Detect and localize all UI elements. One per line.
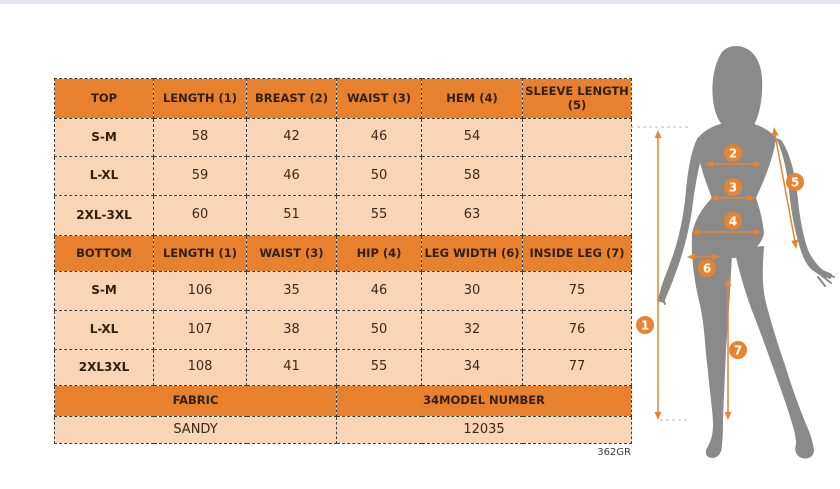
model-number-value: 12035 (337, 417, 632, 444)
col-header-waist-top: WAIST (3) (337, 79, 422, 119)
table-row (55, 272, 632, 311)
value-cell: 34 (422, 350, 523, 386)
arrow-5-head-top (772, 127, 779, 136)
value-cell: 41 (247, 350, 337, 386)
value-cell: 55 (337, 196, 422, 236)
col-header-inside-leg: INSIDE LEG (7) (523, 236, 632, 272)
col-header-length-bottom: LENGTH (1) (154, 236, 247, 272)
style-code-label: 362GR (597, 447, 631, 458)
value-cell-empty (523, 119, 632, 157)
value-cell: 50 (337, 311, 422, 350)
size-label: L-XL (55, 311, 154, 350)
value-cell-empty (523, 196, 632, 236)
top-accent-bar (0, 0, 840, 4)
table-row (55, 350, 632, 386)
measurement-figure (630, 20, 840, 485)
footer-value-row (55, 417, 632, 444)
size-label: L-XL (55, 157, 154, 196)
value-cell: 38 (247, 311, 337, 350)
table-row (55, 196, 632, 236)
value-cell: 51 (247, 196, 337, 236)
value-cell: 75 (523, 272, 632, 311)
value-cell: 35 (247, 272, 337, 311)
size-chart-table (54, 78, 632, 444)
col-header-hem: HEM (4) (422, 79, 523, 119)
value-cell: 77 (523, 350, 632, 386)
top-header-row (55, 79, 632, 119)
size-label: S-M (55, 119, 154, 157)
value-cell: 59 (154, 157, 247, 196)
col-header-hip: HIP (4) (337, 236, 422, 272)
value-cell-empty (523, 157, 632, 196)
value-cell: 106 (154, 272, 247, 311)
col-header-length-top: LENGTH (1) (154, 79, 247, 119)
table-row (55, 157, 632, 196)
value-cell: 46 (337, 272, 422, 311)
col-header-sleeve-length: SLEEVE LENGTH (5) (523, 79, 632, 119)
table-row (55, 119, 632, 157)
footer-header-row (55, 386, 632, 417)
marker-6-number: 6 (702, 261, 712, 276)
value-cell: 60 (154, 196, 247, 236)
size-label: 2XL3XL (55, 350, 154, 386)
value-cell: 50 (337, 157, 422, 196)
guide-lines (631, 127, 688, 420)
silhouette-right-arm (776, 138, 832, 279)
arrow-6-head-left (687, 254, 695, 261)
col-header-breast: BREAST (2) (247, 79, 337, 119)
col-header-bottom: BOTTOM (55, 236, 154, 272)
value-cell: 54 (422, 119, 523, 157)
col-header-top: TOP (55, 79, 154, 119)
marker-4-number: 4 (728, 214, 738, 229)
value-cell: 58 (154, 119, 247, 157)
value-cell: 58 (422, 157, 523, 196)
marker-7-number: 7 (733, 343, 743, 358)
table-row (55, 311, 632, 350)
value-cell: 63 (422, 196, 523, 236)
value-cell: 107 (154, 311, 247, 350)
value-cell: 76 (523, 311, 632, 350)
size-label: S-M (55, 272, 154, 311)
arrow-5-head-bottom (791, 240, 798, 249)
arrow-1-head-top (655, 130, 662, 138)
arrow-7-head-bottom (725, 412, 732, 420)
bottom-header-row (55, 236, 632, 272)
value-cell: 46 (337, 119, 422, 157)
value-cell: 108 (154, 350, 247, 386)
size-label: 2XL-3XL (55, 196, 154, 236)
value-cell: 46 (247, 157, 337, 196)
fabric-value: SANDY (55, 417, 337, 444)
model-number-header: 34MODEL NUMBER (337, 386, 632, 417)
female-silhouette (657, 46, 834, 459)
marker-5-number: 5 (790, 175, 800, 190)
value-cell: 55 (337, 350, 422, 386)
marker-3-number: 3 (728, 180, 738, 195)
value-cell: 32 (422, 311, 523, 350)
col-header-waist-bottom: WAIST (3) (247, 236, 337, 272)
marker-1-number: 1 (640, 318, 650, 333)
arrow-1-head-bottom (655, 412, 662, 420)
fabric-header: FABRIC (55, 386, 337, 417)
col-header-leg-width: LEG WIDTH (6) (422, 236, 523, 272)
marker-2-number: 2 (728, 146, 738, 161)
value-cell: 30 (422, 272, 523, 311)
value-cell: 42 (247, 119, 337, 157)
